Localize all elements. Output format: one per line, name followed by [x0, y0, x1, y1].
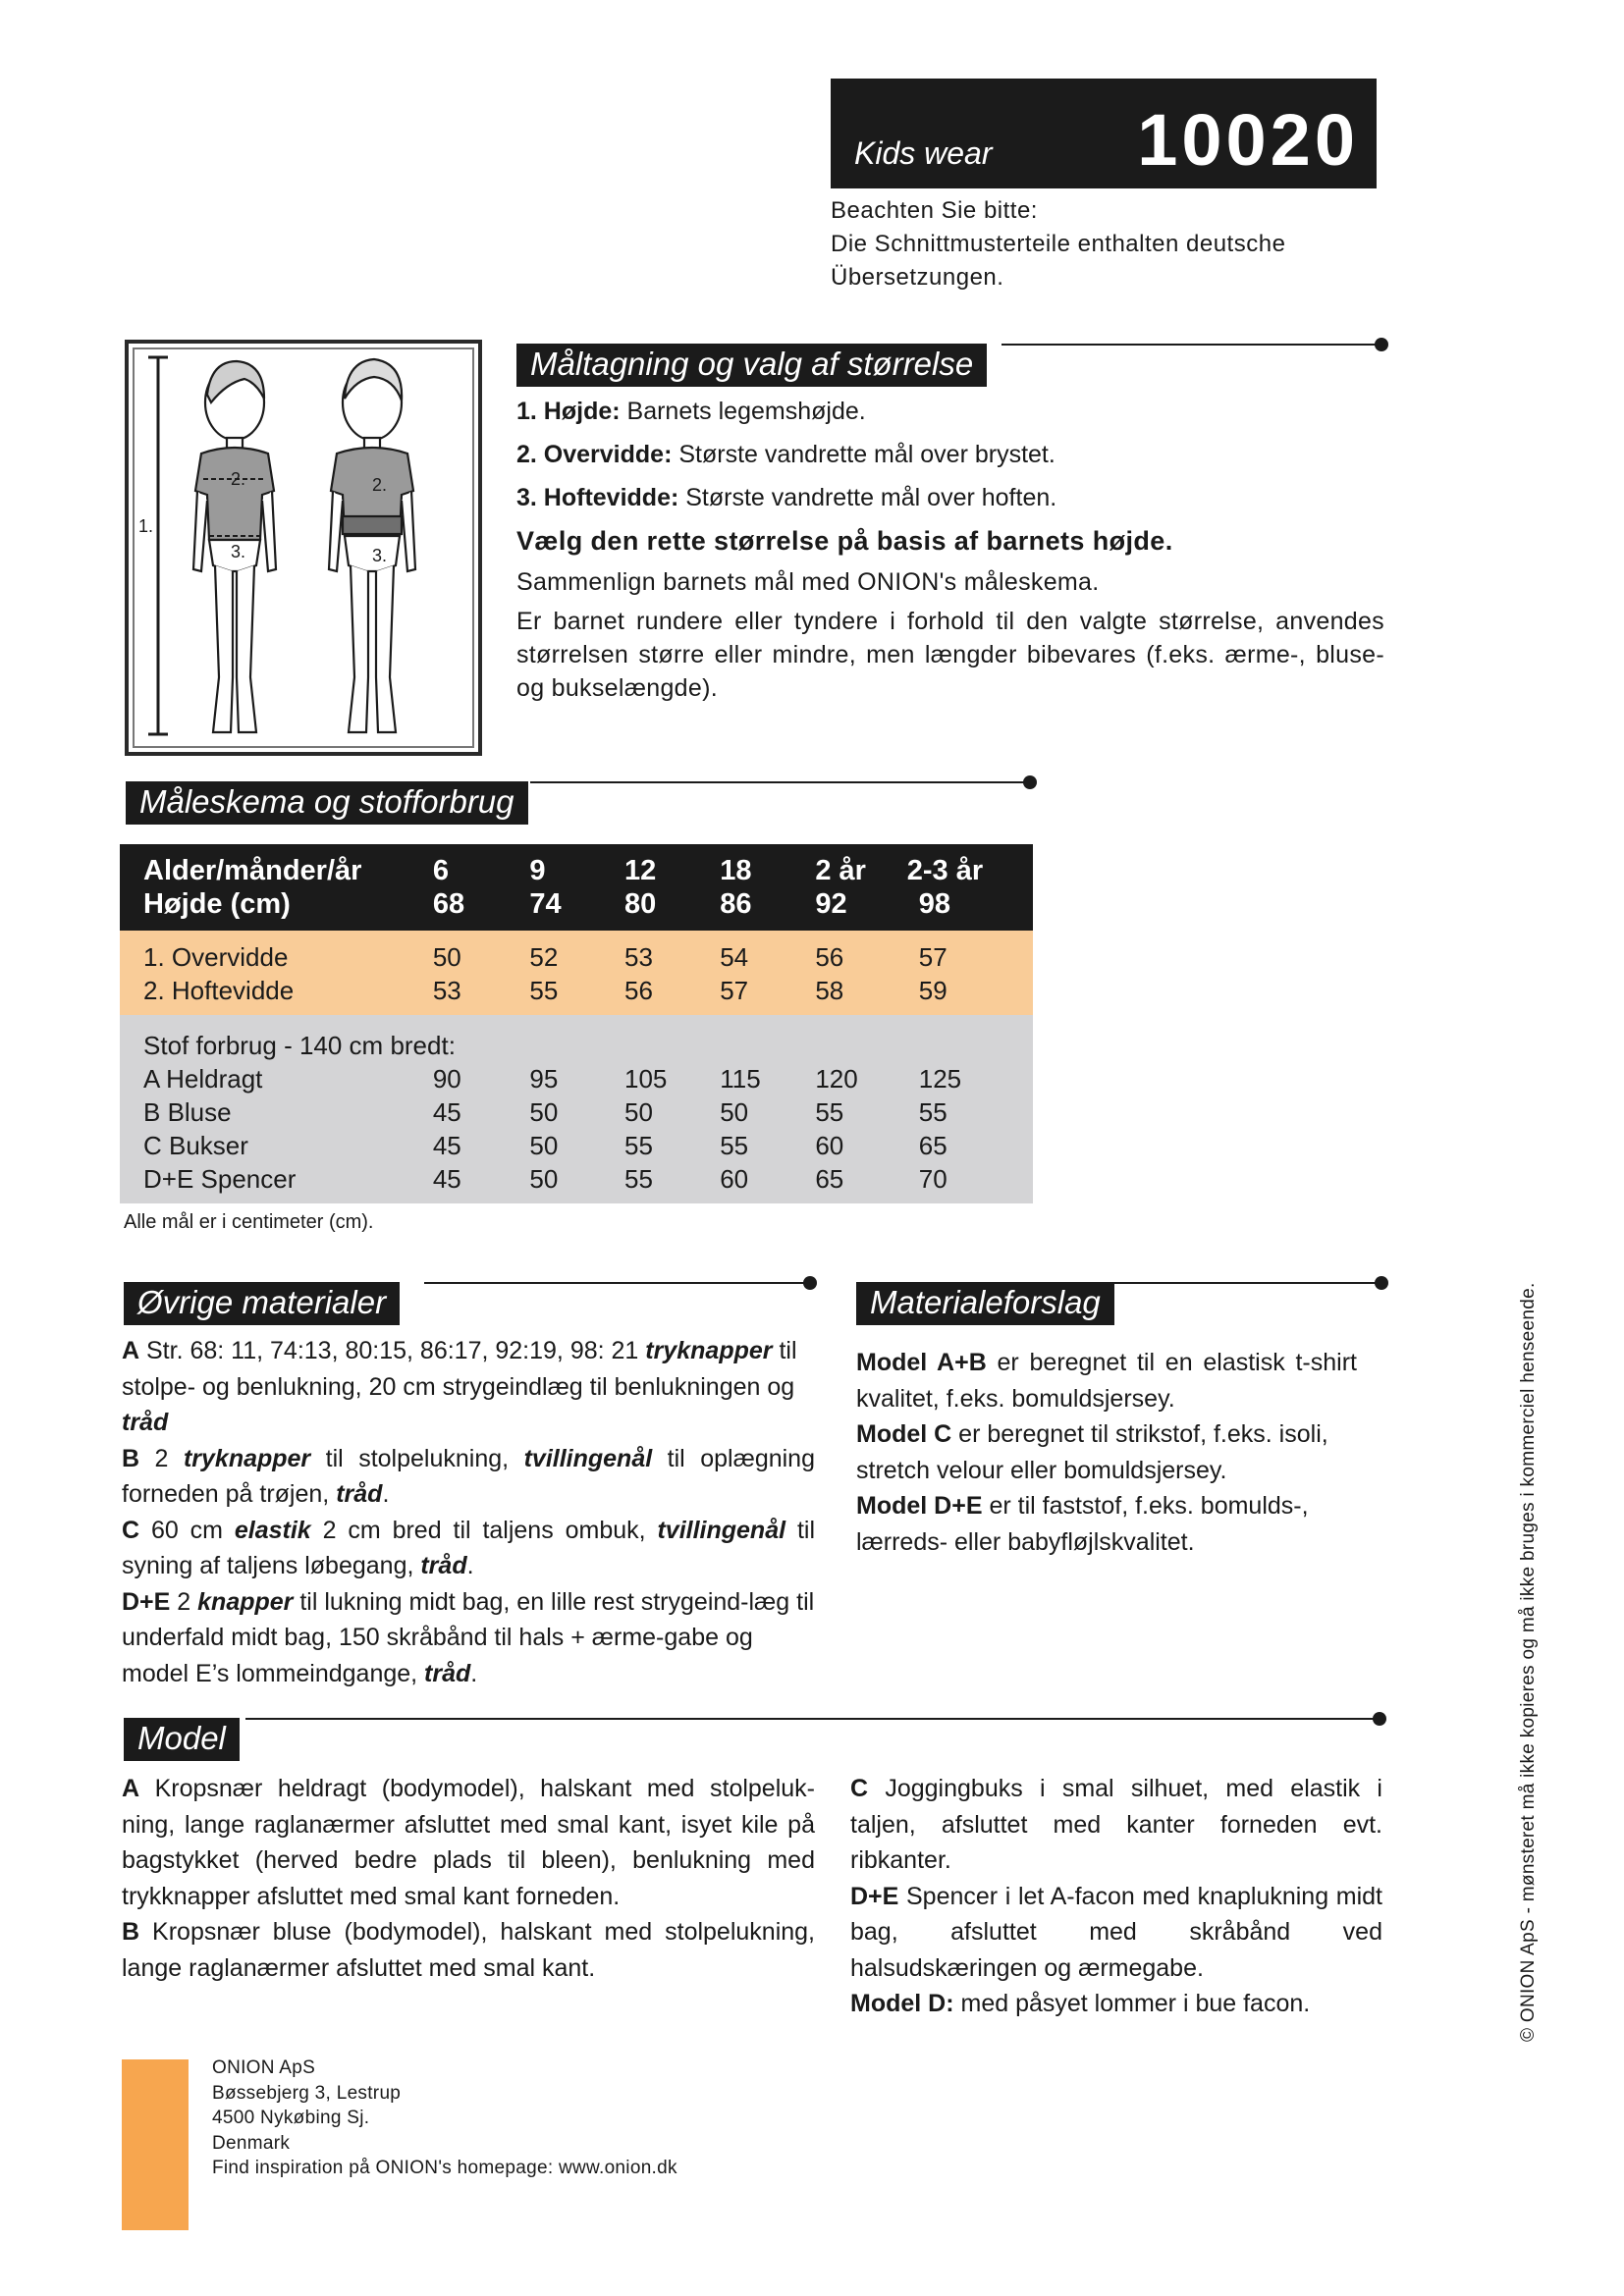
address-line: ONION ApS — [212, 2057, 316, 2078]
label-height: 1. — [138, 516, 154, 536]
pattern-number: 10020 — [1137, 99, 1359, 181]
homepage-line: Find inspiration på ONION's homepage: www.onion.dk — [212, 2158, 677, 2178]
materials-list — [122, 1333, 815, 1691]
model-item-a: A Kropsnær heldragt (bodymodel), halskant med stolpeluk-ning, lange raglanærmer afsluttet med smal kant, isyet kile på bagstykket (herved bedre plads til bleen), benlukning med trykknapper afsluttet med smal kant forneden. — [122, 1775, 815, 1910]
notice-line: Beachten Sie bitte: — [831, 197, 1038, 224]
notice-line: Die Schnittmusterteile enthalten deutsche — [831, 231, 1286, 257]
section-rule-dot — [803, 1276, 817, 1290]
choose-size-text: Vælg den rette størrelse på basis af barnets højde. — [516, 526, 1173, 556]
section-rule — [530, 781, 1029, 783]
notice-line: Übersetzungen. — [831, 264, 1004, 291]
german-notice — [831, 194, 1380, 294]
size-chart-table — [120, 844, 1033, 1203]
table-row: A Heldragt 90 95 105 115 120 125 — [120, 1062, 1033, 1095]
compare-text: Sammenlign barnets mål med ONION's måleskema. — [516, 568, 1100, 596]
section-title-suggestions: Materialeforslag — [856, 1282, 1114, 1325]
table-row: Alder/månder/år 6 9 12 18 2 år 2-3 år — [120, 844, 1033, 887]
material-item-b: B 2 tryknapper til stolpelukning, tvillingenål til oplægning forneden på trøjen, tråd. — [122, 1444, 815, 1508]
measure-item: 3. Hoftevidde: Største vandrette mål over hoften. — [516, 484, 1057, 511]
table-row: D+E Spencer 45 50 55 60 65 70 — [120, 1162, 1033, 1203]
units-note: Alle mål er i centimeter (cm). — [124, 1211, 374, 1233]
footer-color-bar — [122, 2059, 189, 2230]
section-rule — [424, 1282, 809, 1284]
copyright-notice: © ONION ApS - mønsteret må ikke kopieres og må ikke bruges i kommerciel henseende. — [1518, 1282, 1539, 2042]
label-hip: 3. — [231, 542, 246, 561]
section-rule — [1001, 344, 1380, 346]
measuring-instructions — [516, 395, 1384, 705]
pattern-header — [831, 79, 1377, 188]
section-title-materials: Øvrige materialer — [124, 1282, 400, 1325]
material-item-de: D+E 2 knapper til lukning midt bag, en lille rest strygeind-læg til underfald midt bag, 150 skråbånd til hals + ærme-gabe og model E’s lommeindgange, tråd. — [122, 1587, 815, 1687]
label-hip: 3. — [372, 546, 388, 565]
category-label: Kids wear — [854, 135, 993, 171]
table-row: Stof forbrug - 140 cm bredt: — [120, 1015, 1033, 1062]
model-item-de: D+E Spencer i let A-facon med knaplukning midt bag, afsluttet med skråbånd ved halsudskæringen og ærmegabe. — [850, 1882, 1382, 1982]
suggestion-item: Model D+E er til faststof, f.eks. bomulds-, lærreds- eller babyfløjlskvalitet. — [856, 1492, 1309, 1556]
model-item-b: B Kropsnær bluse (bodymodel), halskant med stolpelukning, lange raglanærmer afsluttet med smal kant. — [122, 1918, 815, 1982]
address-line: Denmark — [212, 2132, 291, 2154]
table-row: Højde (cm) 68 74 80 86 92 98 — [120, 887, 1033, 931]
measure-item: 2. Overvidde: Største vandrette mål over brystet. — [516, 441, 1056, 468]
suggestion-item: Model C er beregnet til strikstof, f.eks. isoli, stretch velour eller bomuldsjersey. — [856, 1420, 1328, 1484]
address-line: Bøssebjerg 3, Lestrup — [212, 2082, 402, 2104]
table-row: B Bluse 45 50 50 50 55 55 — [120, 1095, 1033, 1129]
label-chest: 2. — [372, 475, 388, 495]
section-title-size-chart: Måleskema og stofforbrug — [126, 781, 528, 825]
measure-item: 1. Højde: Barnets legemshøjde. — [516, 398, 866, 425]
model-descriptions-right — [850, 1771, 1382, 2022]
suggestion-item: Model A+B er beregnet til en elastisk t-shirt kvalitet, f.eks. bomuldsjersey. — [856, 1349, 1357, 1413]
children-figures-image — [129, 344, 478, 752]
model-item-d: Model D: med påsyet lommer i bue facon. — [850, 1990, 1311, 2017]
model-item-c: C Joggingbuks i smal silhuet, med elastik i taljen, afsluttet med kanter forneden evt. ribkanter. — [850, 1775, 1382, 1874]
section-rule-dot — [1375, 338, 1388, 351]
section-title-model: Model — [124, 1718, 240, 1761]
section-rule-dot — [1375, 1276, 1388, 1290]
adjust-text: Er barnet rundere eller tyndere i forhold til den valgte størrelse, anvendes størrelsen større eller mindre, men længder bibevares (f.eks. ærme-, bluse- og bukselængde). — [516, 608, 1384, 702]
material-item-c: C 60 cm elastik 2 cm bred til taljens ombuk, tvillingenål til syning af taljens løbegang, tråd. — [122, 1516, 815, 1579]
section-title-measuring: Måltagning og valg af størrelse — [516, 344, 987, 387]
table-row: 1. Overvidde 50 52 53 54 56 57 — [120, 931, 1033, 974]
table-row: 2. Hoftevidde 53 55 56 57 58 59 — [120, 974, 1033, 1015]
company-address — [212, 2056, 677, 2181]
section-rule-dot — [1373, 1712, 1386, 1726]
label-chest: 2. — [231, 469, 246, 489]
address-line: 4500 Nykøbing Sj. — [212, 2108, 370, 2128]
material-item-a: A Str. 68: 11, 74:13, 80:15, 86:17, 92:19, 98: 21 tryknapper til stolpe- og benlukning, 20 cm strygeindlæg til benlukningen og tråd — [122, 1337, 797, 1436]
table-row: C Bukser 45 50 55 55 60 65 — [120, 1129, 1033, 1162]
measurement-illustration — [125, 340, 482, 756]
model-descriptions-left — [122, 1771, 815, 1986]
section-rule-dot — [1023, 775, 1037, 789]
suggestions-list — [856, 1345, 1357, 1560]
section-rule — [245, 1718, 1379, 1720]
section-rule — [1100, 1282, 1380, 1284]
